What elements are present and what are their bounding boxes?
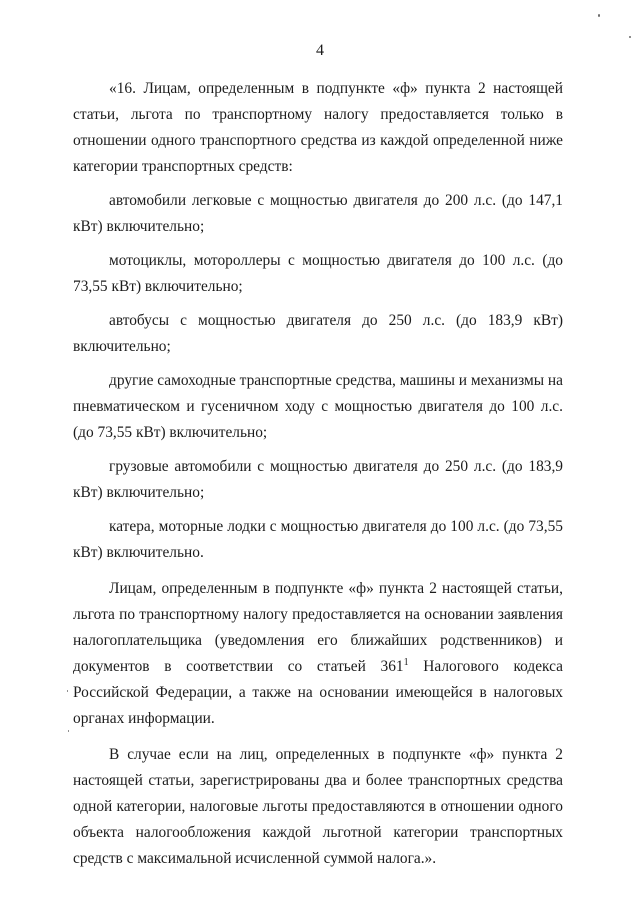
category-item: мотоциклы, мотороллеры с мощностью двигателя до 100 л.с. (до 73,55 кВт) включительно;	[73, 252, 563, 295]
document-body	[73, 76, 563, 872]
category-item: грузовые автомобили с мощностью двигателя до 250 л.с. (до 183,9 кВт) включительно;	[73, 458, 563, 501]
category-item: катера, моторные лодки с мощностью двигателя до 100 л.с. (до 73,55 кВт) включительно.	[73, 518, 563, 561]
scan-speck	[629, 36, 631, 38]
category-item: автобусы с мощностью двигателя до 250 л.с. (до 183,9 кВт) включительно;	[73, 312, 563, 355]
page-number: 4	[316, 42, 324, 59]
scan-speck	[598, 14, 600, 17]
multiple-vehicles-paragraph: В случае если на лиц, определенных в подпункте «ф» пункта 2 настоящей статьи, зарегистрированы два и более транспортных средства одной категории, налоговые льготы предоставляются в отношении одного объекта налогообложения каждой льготной категории транспортных средств с максимальной исчисленной суммой налога.».	[73, 746, 563, 867]
category-item: другие самоходные транспортные средства, машины и механизмы на пневматическом и гусеничном ходу с мощностью двигателя до 100 л.с. (до 73,55 кВт) включительно;	[73, 372, 563, 441]
basis-text: Лицам, определенным в подпункте «ф» пункта 2 настоящей статьи, льгота по транспортному налогу предоставляется на основании заявления налогоплательщика (уведомления его ближайших родственников) и документов в соответствии со статьей 361	[73, 580, 563, 675]
article-superscript: 1	[403, 657, 409, 668]
intro-paragraph: «16. Лицам, определенным в подпункте «ф» пункта 2 настоящей статьи, льгота по транспортному налогу предоставляется только в отношении одного транспортного средства из каждой определенной ниже категории транспортных средств:	[73, 80, 563, 175]
category-item: автомобили легковые с мощностью двигателя до 200 л.с. (до 147,1 кВт) включительно;	[73, 192, 563, 235]
basis-paragraph	[73, 576, 563, 732]
basis-text-continued: Налогового кодекса Российской Федерации, а также на основании имеющейся в налоговых органах информации.	[73, 658, 564, 727]
scan-speck	[68, 730, 69, 732]
scan-speck	[67, 690, 68, 692]
